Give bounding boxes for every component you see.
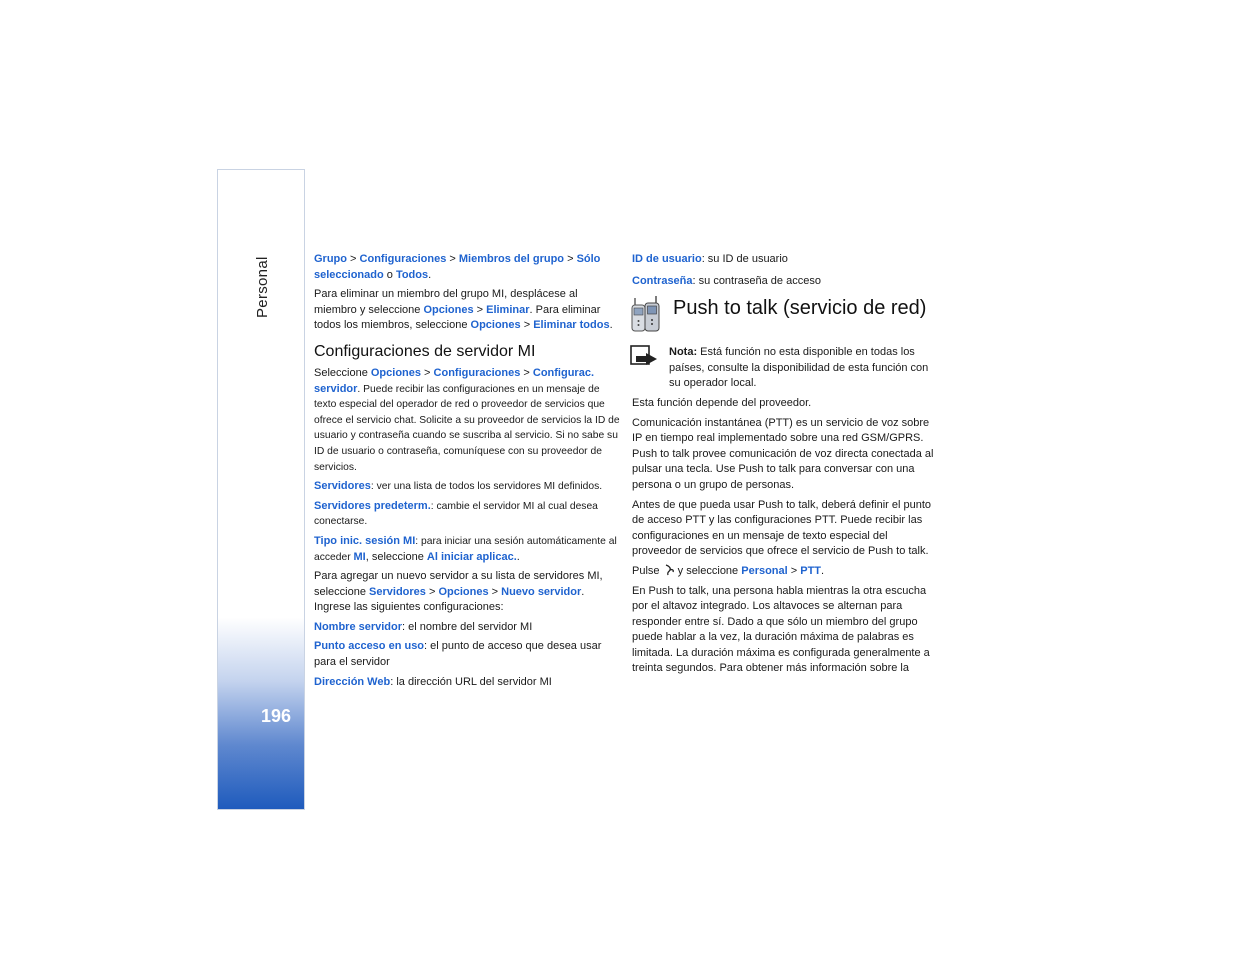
paragraph-servidores: Servidores: ver una lista de todos los servidores MI definidos. (314, 480, 603, 493)
link-servidores-predeterm[interactable]: Servidores predeterm. (314, 499, 431, 512)
link-personal[interactable]: Personal (741, 564, 788, 577)
paragraph-ptt-setup: Antes de que pueda usar Push to talk, deberá definir el punto de acceso PTT y las configuraciones PTT. Puede recibir las configuraciones en un mensaje de texto especial del proveedor de servicios que ofrece el servicio de Push to talk. (632, 498, 932, 558)
paragraph-ptt-intro: Comunicación instantánea (PTT) es un servicio de voz sobre IP en tiempo real implementado sobre una red GSM/GPRS. Push to talk provee comunicación de voz directa conectada al pulsar una tecla. Use Push to talk para conversar con una persona o un grupo de personas. (632, 416, 934, 491)
paragraph-add-server: Para agregar un nuevo servidor a su lista de servidores MI, seleccione Servidores > Opciones > Nuevo servidor. Ingrese las siguientes configuraciones: (314, 570, 603, 614)
walkie-talkie-phones-icon (630, 295, 664, 335)
menu-key-icon (663, 564, 675, 576)
link-configuraciones[interactable]: Configuraciones (433, 366, 521, 379)
note-text: Nota: Está función no esta disponible en todas los países, consulte la disponibilidad de esta función con su operador local. (669, 346, 929, 390)
left-column (314, 252, 620, 694)
section-heading-push-to-talk: Push to talk (servicio de red) (673, 297, 927, 320)
link-contrasena[interactable]: Contraseña (632, 274, 693, 287)
link-grupo[interactable]: Grupo (314, 253, 347, 265)
link-tipo-inic-sesion-mi[interactable]: Tipo inic. sesión MI (314, 534, 416, 547)
paragraph-contrasena: Contraseña: su contraseña de acceso (632, 274, 821, 287)
paragraph-ptt-open: Pulse y seleccione Personal > PTT. (632, 564, 825, 577)
link-nombre-servidor[interactable]: Nombre servidor (314, 620, 403, 633)
paragraph-nombre-servidor: Nombre servidor: el nombre del servidor MI (314, 620, 533, 633)
link-eliminar-todos[interactable]: Eliminar todos (533, 319, 610, 332)
link-ptt[interactable]: PTT (800, 564, 822, 577)
link-punto-acceso-en-uso[interactable]: Punto acceso en uso (314, 640, 425, 653)
link-eliminar[interactable]: Eliminar (486, 303, 530, 316)
link-nuevo-servidor[interactable]: Nuevo servidor (501, 585, 582, 598)
paragraph-direccion-web: Dirección Web: la dirección URL del servidor MI (314, 675, 552, 688)
link-mi[interactable]: MI (353, 550, 366, 563)
link-opciones[interactable]: Opciones (470, 319, 521, 332)
right-column (632, 252, 938, 681)
link-direccion-web[interactable]: Dirección Web (314, 675, 391, 688)
link-al-iniciar-aplicac[interactable]: Al iniciar aplicac. (426, 550, 517, 563)
paragraph-delete-member: Para eliminar un miembro del grupo MI, desplácese al miembro y seleccione Opciones > Eliminar. Para eliminar todos los miembros, seleccione Opciones > Eliminar todos. (314, 288, 613, 332)
note-block (630, 345, 938, 392)
link-servidores[interactable]: Servidores (314, 480, 371, 493)
paragraph-tipo-inic-sesion: Tipo inic. sesión MI: para iniciar una sesión automáticamente al acceder MI, seleccione Al iniciar aplicac.. (314, 534, 617, 563)
paragraph-depende: Esta función depende del proveedor. (632, 396, 812, 409)
link-todos[interactable]: Todos (395, 268, 429, 281)
link-configurac-servidor[interactable]: Configurac. servidor (314, 366, 595, 395)
link-id-de-usuario[interactable]: ID de usuario (632, 253, 702, 265)
ptt-heading-row (630, 295, 938, 335)
section-heading-server-settings: Configuraciones de servidor MI (314, 342, 536, 360)
link-configuraciones[interactable]: Configuraciones (359, 253, 447, 265)
paragraph-punto-acceso: Punto acceso en uso: el punto de acceso que desea usar para el servidor (314, 640, 602, 669)
link-opciones[interactable]: Opciones (438, 585, 489, 598)
section-label: Personal (254, 256, 271, 318)
link-solo-seleccionado[interactable]: Sólo seleccionado (314, 253, 601, 281)
paragraph-ptt-usage: En Push to talk, una persona habla mientras la otra escucha por el altavoz integrado. Los altavoces se alternan para responder entre sí. Dado a que sólo un miembro del grupo puede hablar a la vez, la duración máxima de palabras es limitada. La duración máxima es configurada generalmente a treinta segundos. Para obtener más información sobre la (632, 584, 930, 675)
paragraph-server-settings: Seleccione Opciones > Configuraciones > Configurac. servidor. Puede recibir las configuraciones en un mensaje de texto especial del operador de red o proveedor de servicios que ofrece el servicio chat. Solicite a su proveedor de servicios la ID de usuario y contraseña cuando se suscriba al servicio. Si no sabe su ID de usuario o contraseña, comuníquese con su proveedor de servicios. (314, 366, 620, 473)
page-number: 196 (261, 706, 292, 726)
paragraph-id-usuario: ID de usuario: su ID de usuario (632, 253, 788, 265)
link-opciones[interactable]: Opciones (370, 366, 421, 379)
note-hand-icon (630, 345, 660, 367)
link-opciones[interactable]: Opciones (423, 303, 474, 316)
link-miembros-del-grupo[interactable]: Miembros del grupo (458, 253, 565, 265)
note-label: Nota: (669, 346, 698, 359)
paragraph-group-path: Grupo > Configuraciones > Miembros del grupo > Sólo seleccionado o Todos. (314, 253, 601, 281)
paragraph-servidores-predeterm: Servidores predeterm.: cambie el servidor MI al cual desea conectarse. (314, 499, 598, 528)
link-servidores[interactable]: Servidores (369, 585, 426, 598)
